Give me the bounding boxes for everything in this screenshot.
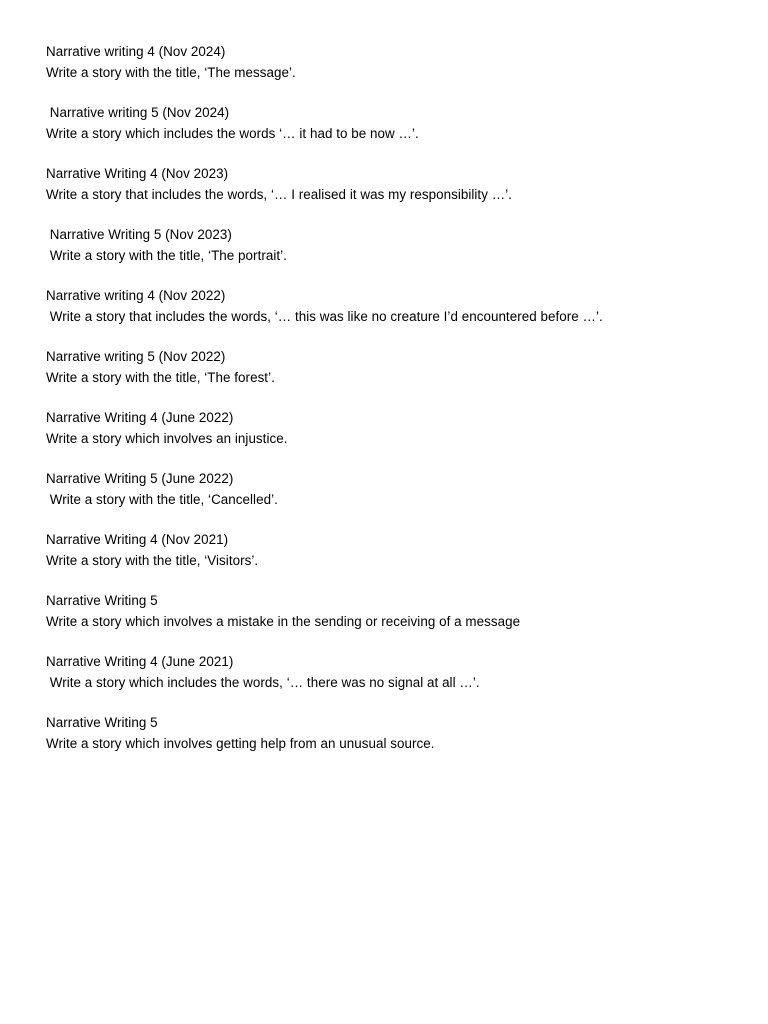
list-item (46, 408, 736, 449)
entry-heading: Narrative writing 4 (Nov 2022) (46, 288, 226, 303)
entry-heading: Narrative Writing 4 (Nov 2021) (46, 532, 229, 547)
entry-heading: Narrative Writing 4 (June 2021) (46, 654, 234, 669)
entry-prompt: Write a story that includes the words, ‘… this was like no creature I’d encountered before …’. (46, 308, 603, 324)
entry-heading: Narrative Writing 5 (46, 715, 158, 730)
list-item (46, 713, 736, 754)
list-item (46, 530, 736, 571)
entry-heading: Narrative Writing 5 (46, 593, 158, 608)
entry-heading: Narrative writing 5 (Nov 2024) (46, 105, 230, 120)
list-item (46, 591, 736, 632)
entry-prompt: Write a story with the title, ‘The forest’. (46, 369, 275, 385)
entry-heading: Narrative writing 4 (Nov 2024) (46, 44, 226, 59)
entry-prompt: Write a story which involves getting help from an unusual source. (46, 735, 435, 751)
entry-prompt: Write a story with the title, ‘Visitors’. (46, 552, 259, 568)
entry-prompt: Write a story which involves a mistake in the sending or receiving of a message (46, 613, 521, 629)
entry-prompt: Write a story which includes the words ‘… it had to be now …’. (46, 125, 419, 141)
document-body (46, 42, 736, 774)
list-item (46, 286, 736, 327)
entry-heading: Narrative Writing 5 (June 2022) (46, 471, 234, 486)
list-item (46, 103, 736, 144)
list-item (46, 225, 736, 266)
entry-prompt: Write a story with the title, ‘The portrait’. (46, 247, 287, 263)
entry-prompt: Write a story with the title, ‘The message’. (46, 64, 296, 80)
entry-heading: Narrative Writing 5 (Nov 2023) (46, 227, 232, 242)
list-item (46, 652, 736, 693)
entry-prompt: Write a story which includes the words, ‘… there was no signal at all …’. (46, 674, 480, 690)
entry-prompt: Write a story that includes the words, ‘… I realised it was my responsibility …’. (46, 186, 512, 202)
list-item (46, 347, 736, 388)
entry-heading: Narrative Writing 4 (Nov 2023) (46, 166, 229, 181)
entry-heading: Narrative writing 5 (Nov 2022) (46, 349, 226, 364)
list-item (46, 42, 736, 83)
entry-heading: Narrative Writing 4 (June 2022) (46, 410, 234, 425)
entry-prompt: Write a story with the title, ‘Cancelled’. (46, 491, 278, 507)
list-item (46, 164, 736, 205)
entry-prompt: Write a story which involves an injustice. (46, 430, 288, 446)
list-item (46, 469, 736, 510)
